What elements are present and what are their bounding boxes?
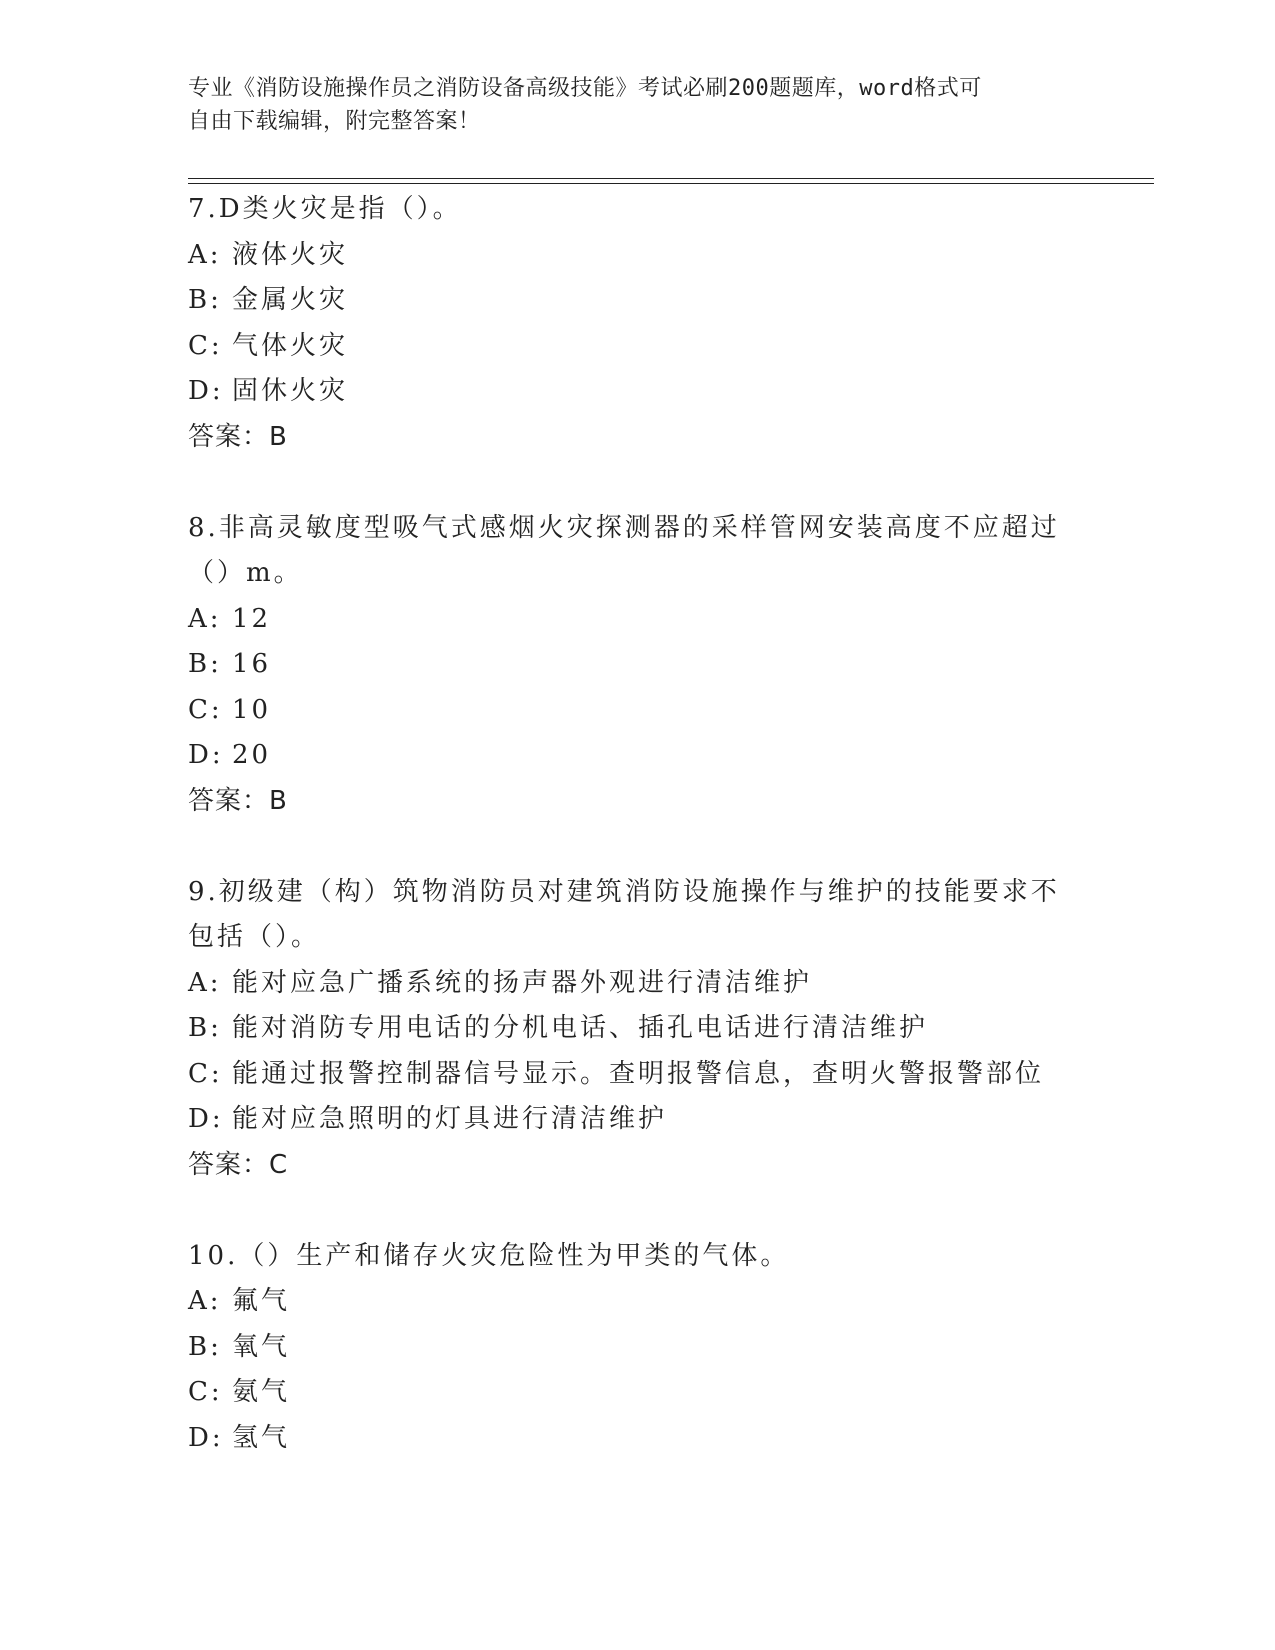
option-text: 能通过报警控制器信号显示。查明报警信息，查明火警报警部位 [232, 1058, 1045, 1089]
option-a [188, 961, 1088, 1007]
option-c [188, 324, 1088, 370]
question-8 [188, 506, 1088, 870]
option-c [188, 1370, 1088, 1416]
option-letter: A: [188, 239, 222, 270]
option-a [188, 597, 1088, 643]
header-line-1: 专业《消防设施操作员之消防设备高级技能》考试必刷200题题库，word格式可 [188, 76, 982, 101]
question-stem: 7.D类火灾是指（）。 [188, 194, 462, 224]
question-10 [188, 1234, 1088, 1462]
option-text: 16 [232, 649, 272, 679]
option-text: 氢气 [232, 1422, 291, 1453]
option-text: 能对应急照明的灯具进行清洁维护 [232, 1104, 668, 1134]
header-line-2: 自由下载编辑，附完整答案！ [188, 109, 481, 134]
option-text: 氨气 [232, 1377, 291, 1407]
option-text: 固休火灾 [232, 376, 349, 406]
option-text: 氧气 [232, 1331, 291, 1362]
question-7 [188, 187, 1088, 506]
option-letter: C: [188, 330, 223, 361]
question-stem: 8.非高灵敏度型吸气式感烟火灾探测器的采样管网安装高度不应超过（）m。 [188, 512, 1060, 588]
option-text: 能对应急广播系统的扬声器外观进行清洁维护 [232, 967, 813, 998]
option-d [188, 1416, 1088, 1462]
question-stem: 9.初级建（构）筑物消防员对建筑消防设施操作与维护的技能要求不包括（）。 [188, 876, 1060, 952]
option-letter: B: [188, 1331, 222, 1362]
option-letter: A: [188, 1286, 222, 1316]
option-text: 12 [232, 603, 272, 634]
option-letter: A: [188, 967, 222, 998]
answer-line: 答案：B [188, 785, 288, 816]
option-b [188, 642, 1088, 688]
option-text: 气体火灾 [232, 330, 349, 361]
option-letter: B: [188, 285, 222, 315]
option-text: 20 [232, 740, 272, 770]
option-d [188, 733, 1088, 779]
header-rule-top [188, 178, 1154, 179]
option-letter: B: [188, 1013, 222, 1043]
option-letter: C: [188, 694, 223, 725]
question-list [188, 187, 1088, 1461]
option-text: 10 [232, 694, 272, 725]
option-text: 金属火灾 [232, 285, 349, 315]
option-d [188, 1097, 1088, 1143]
option-a [188, 233, 1088, 279]
option-letter: D: [188, 376, 224, 406]
option-letter: D: [188, 1104, 224, 1134]
question-stem: 10.（）生产和储存火灾危险性为甲类的气体。 [188, 1240, 790, 1271]
option-b [188, 278, 1088, 324]
option-b [188, 1006, 1088, 1052]
option-d [188, 369, 1088, 415]
option-letter: C: [188, 1377, 223, 1407]
option-text: 氟气 [232, 1286, 291, 1316]
answer-line: 答案：B [188, 421, 288, 452]
option-letter: B: [188, 649, 222, 679]
question-9 [188, 870, 1088, 1234]
option-letter: C: [188, 1058, 223, 1089]
option-letter: D: [188, 740, 224, 770]
spacer [188, 824, 1088, 870]
spacer [188, 460, 1088, 506]
header-rule-bottom [188, 183, 1154, 184]
option-a [188, 1279, 1088, 1325]
option-letter: D: [188, 1422, 224, 1453]
answer-line: 答案：C [188, 1149, 289, 1180]
option-c [188, 1052, 1088, 1098]
option-c [188, 688, 1088, 734]
option-b [188, 1325, 1088, 1371]
option-text: 能对消防专用电话的分机电话、插孔电话进行清洁维护 [232, 1013, 929, 1043]
document-header [188, 72, 1068, 138]
option-text: 液体火灾 [232, 239, 349, 270]
option-letter: A: [188, 603, 222, 634]
spacer [188, 1188, 1088, 1234]
